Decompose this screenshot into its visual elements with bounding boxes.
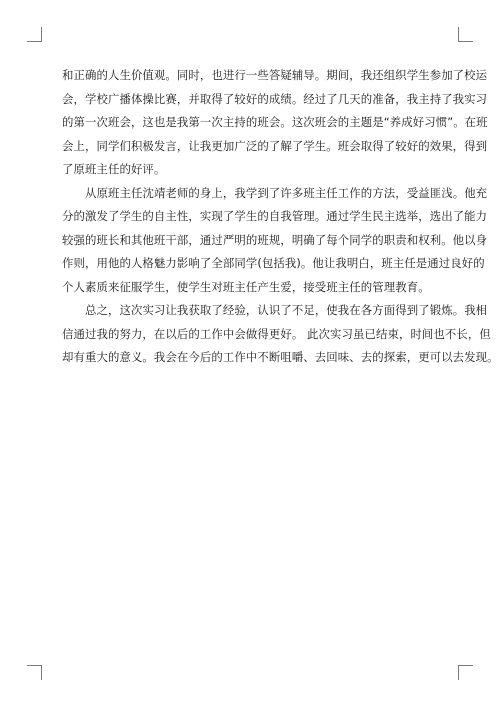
text-line: 和正确的人生价值观。同时，也进行一些答疑辅导。期间，我还组织学生参加了校运: [62, 68, 488, 82]
text-line: 作则，用他的人格魅力影响了全部同学(包括我)。他让我明白，班主任是通过良好的: [62, 256, 485, 270]
paragraph-2: [62, 182, 488, 300]
text-line: 较强的班长和其他班干部，通过严明的班规，明确了每个同学的职责和权利。他以身: [62, 232, 488, 247]
crop-mark-top-right: [458, 27, 473, 42]
text-line: 从原班主任沈靖老师的身上，我学到了许多班主任工作的方法，受益匪浅。他充: [85, 185, 488, 200]
text-line: 会上，同学们积极发言，让我更加广泛的了解了学生。班会取得了较好的效果，得到: [62, 138, 488, 153]
document-body: [62, 64, 499, 370]
text-line: 个人素质来征服学生，使学生对班主任产生爱，接受班主任的管理教育。: [62, 279, 430, 294]
paragraph-3: [62, 299, 499, 370]
text-line: 总之，这次实习让我获取了经验，认识了不足，使我在各方面得到了锻炼。我相: [85, 303, 488, 317]
crop-mark-bottom-right: [458, 665, 473, 680]
text-line: 分的激发了学生的自主性，实现了学生的自我管理。通过学生民主选举，选出了能力: [62, 209, 488, 223]
text-line: 却有重大的意义。我会在今后的工作中不断咀嚼、去回味、去的探索，更可以去发现。: [62, 350, 499, 364]
text-line: 的第一次班会，这也是我第一次主持的班会。这次班会的主题是“养成好习惯”。在班: [62, 115, 488, 129]
text-line: 会，学校广播体操比赛，并取得了较好的成绩。经过了几天的准备，我主持了我实习: [62, 91, 488, 106]
crop-mark-top-left: [27, 27, 42, 42]
text-line: 了原班主任的好评。: [62, 162, 166, 176]
paragraph-1: [62, 64, 488, 182]
text-line: 信通过我的努力，在以后的工作中会做得更好。 此次实习虽已结束，时间也不长，但: [62, 326, 491, 341]
crop-mark-bottom-left: [27, 665, 42, 680]
